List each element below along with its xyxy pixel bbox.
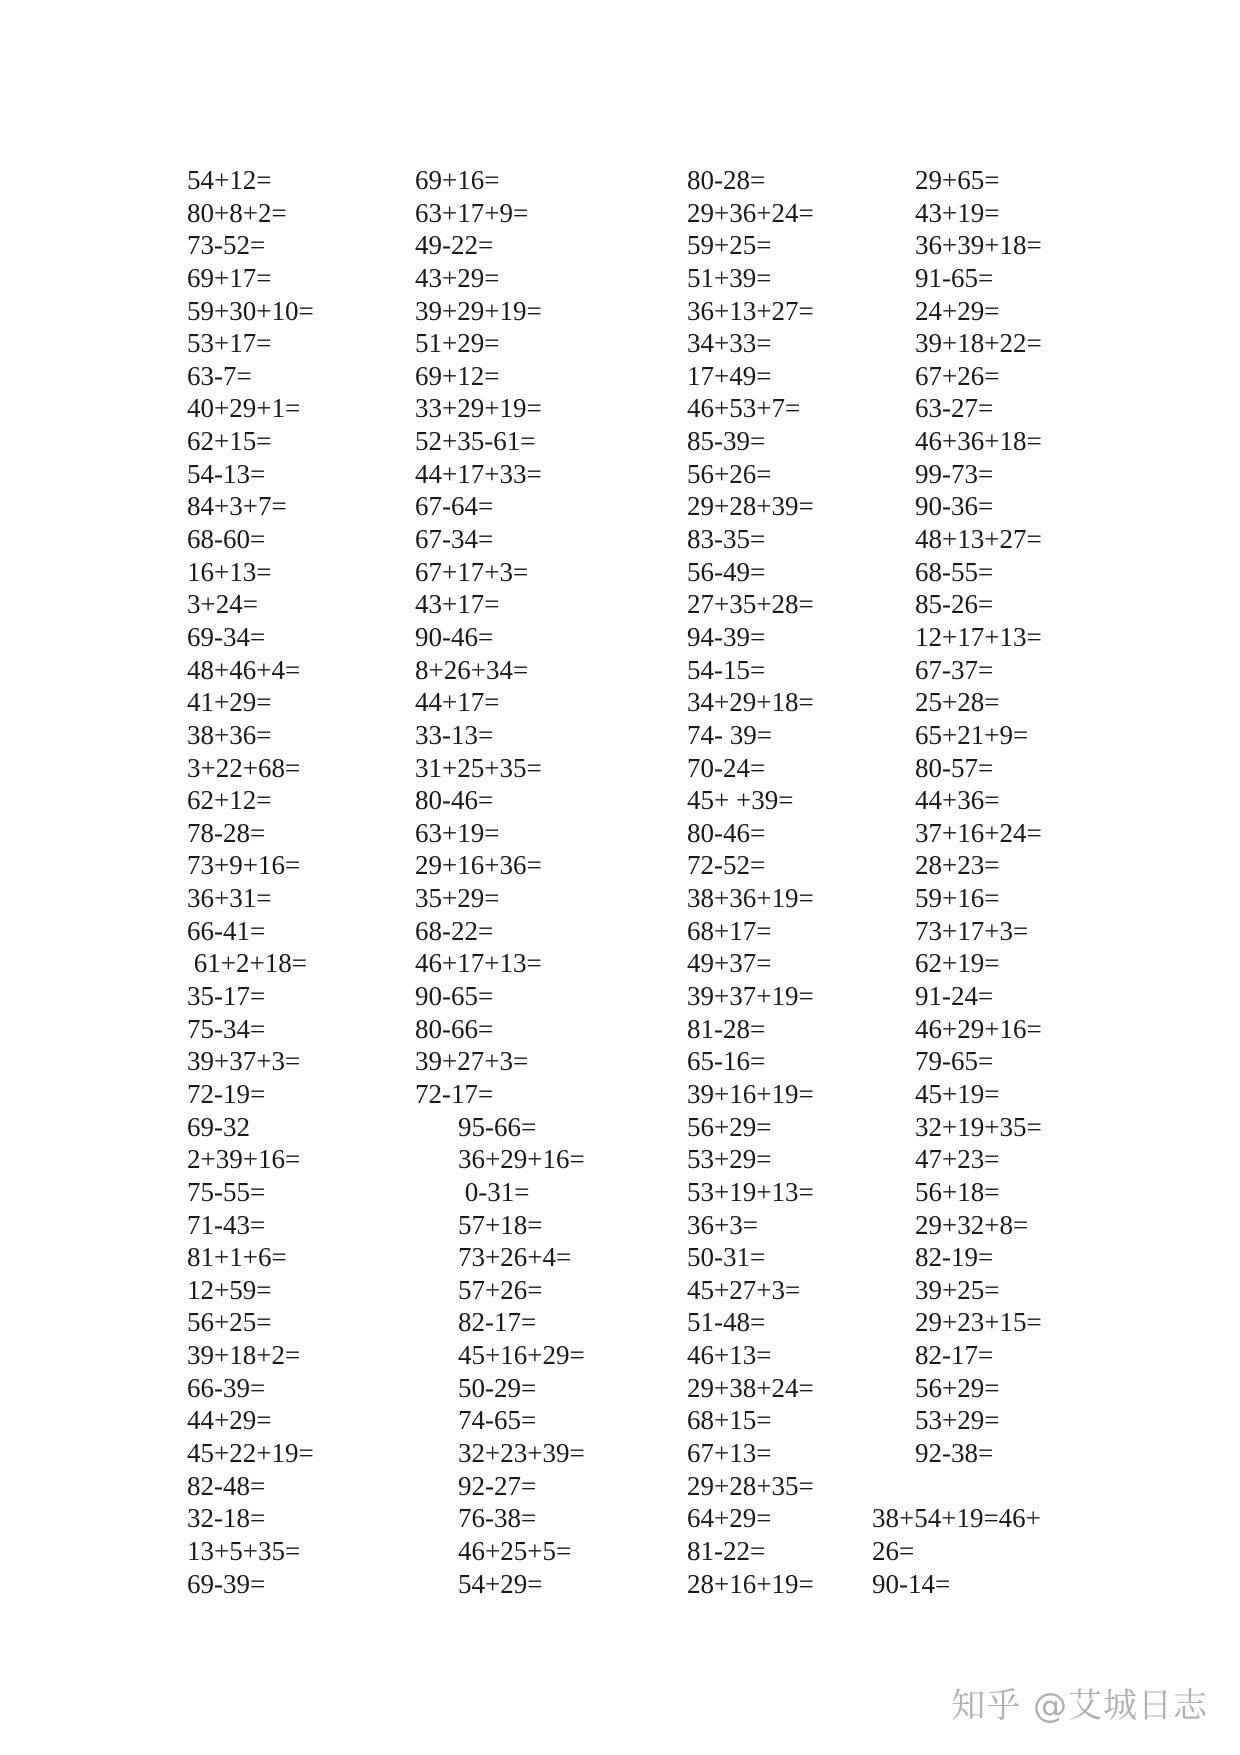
math-problem: 43+29= [415, 262, 500, 293]
math-problem: 71-43= [187, 1209, 266, 1240]
math-problem: 3+22+68= [187, 752, 301, 783]
math-problem: 12+59= [187, 1274, 272, 1305]
math-problem: 56+29= [687, 1111, 772, 1142]
math-problem: 73+9+16= [187, 850, 301, 881]
math-problem: 56-49= [687, 556, 766, 587]
math-problem: 49+37= [687, 948, 772, 979]
math-problem: 39+18+22= [915, 328, 1042, 359]
math-problem: 38+54+19=46+ [872, 1503, 1041, 1534]
math-problem: 63+19= [415, 817, 500, 848]
math-problem: 81+1+6= [187, 1242, 287, 1273]
math-problem: 54+12= [187, 165, 272, 195]
math-problem: 29+23+15= [915, 1307, 1042, 1338]
math-problem: 80-46= [415, 785, 494, 816]
math-problem: 68-60= [187, 524, 266, 555]
math-problem: 66-39= [187, 1372, 266, 1403]
math-problem: 56+26= [687, 458, 772, 489]
math-problem: 28+16+19= [687, 1568, 814, 1599]
math-problem: 51+39= [687, 262, 772, 293]
math-problem: 72-52= [687, 850, 766, 881]
math-problem: 26= [872, 1535, 915, 1566]
math-problem: 29+38+24= [687, 1372, 814, 1403]
math-problem: 92-27= [458, 1470, 537, 1501]
math-problem: 82-17= [915, 1340, 994, 1371]
math-problem: 51+29= [415, 328, 500, 359]
math-problem: 24+29= [915, 295, 1000, 326]
math-problem: 72-19= [187, 1078, 266, 1109]
math-problem: 8+26+34= [415, 654, 529, 685]
math-problem: 17+49= [687, 360, 772, 391]
math-problem: 90-14= [872, 1568, 951, 1599]
math-problem: 44+29= [187, 1405, 272, 1436]
math-problem: 56+18= [915, 1176, 1000, 1207]
math-problem: 68-22= [415, 915, 494, 946]
math-problem: 67+13= [687, 1437, 772, 1468]
math-problem: 29+28+39= [687, 491, 814, 522]
math-problem: 83-35= [687, 524, 766, 555]
problem-column-1 [187, 164, 314, 1600]
math-problem: 53+29= [687, 1144, 772, 1175]
math-problem: 85-39= [687, 426, 766, 457]
math-problem: 67-64= [415, 491, 494, 522]
math-problem: 44+36= [915, 785, 1000, 816]
math-problem: 41+29= [187, 687, 272, 718]
math-problem: 32-18= [187, 1503, 266, 1534]
math-problem: 67-37= [915, 654, 994, 685]
math-problem: 37+16+24= [915, 817, 1042, 848]
math-problem: 36+29+16= [458, 1144, 585, 1175]
math-problem: 50-29= [458, 1372, 537, 1403]
math-problem: 69+12= [415, 360, 500, 391]
math-problem: 62+15= [187, 426, 272, 457]
math-problem: 29+16+36= [415, 850, 542, 881]
math-problem: 54+29= [458, 1568, 543, 1599]
math-problem: 95-66= [458, 1111, 537, 1142]
math-problem: 65+21+9= [915, 719, 1029, 750]
math-problem: 49-22= [415, 230, 494, 261]
math-problem: 73+26+4= [458, 1242, 572, 1273]
math-problem: 39+37+19= [687, 981, 814, 1012]
math-problem: 53+29= [915, 1405, 1000, 1436]
math-problem: 39+29+19= [415, 295, 542, 326]
math-problem: 16+13= [187, 556, 272, 587]
math-problem: 54-13= [187, 458, 266, 489]
math-problem: 84+3+7= [187, 491, 287, 522]
math-problem: 45+22+19= [187, 1437, 314, 1468]
math-problem: 68+15= [687, 1405, 772, 1436]
math-problem: 75-34= [187, 1013, 266, 1044]
math-problem: 36+13+27= [687, 295, 814, 326]
math-problem: 82-19= [915, 1242, 994, 1273]
math-problem: 31+25+35= [415, 752, 542, 783]
math-problem: 44+17= [415, 687, 500, 718]
math-problem: 39+18+2= [187, 1340, 301, 1371]
math-problem: 28+23= [915, 850, 1000, 881]
math-problem: 25+28= [915, 687, 1000, 718]
math-problem: 75-55= [187, 1176, 266, 1207]
math-problem: 67-34= [415, 524, 494, 555]
math-problem: 85-26= [915, 589, 994, 620]
math-problem: 92-38= [915, 1437, 994, 1468]
math-problem: 54-15= [687, 654, 766, 685]
math-problem: 67+17+3= [415, 556, 529, 587]
math-problem: 45+19= [915, 1078, 1000, 1109]
math-problem: 45+16+29= [458, 1340, 585, 1371]
math-problem: 73-52= [187, 230, 266, 261]
math-problem: 63+17+9= [415, 197, 529, 228]
math-problem: 34+33= [687, 328, 772, 359]
math-problem: 36+3= [687, 1209, 758, 1240]
math-problem: 38+36+19= [687, 883, 814, 914]
math-problem: 59+25= [687, 230, 772, 261]
math-problem: 43+17= [415, 589, 500, 620]
problem-column-3 [687, 164, 814, 1600]
math-problem: 36+39+18= [915, 230, 1042, 261]
math-problem: 36+31= [187, 883, 272, 914]
math-problem: 80-28= [687, 165, 766, 195]
math-problem: 74-65= [458, 1405, 537, 1436]
math-problem: 70-24= [687, 752, 766, 783]
math-problem: 46+17+13= [415, 948, 542, 979]
math-problem: 29+28+35= [687, 1470, 814, 1501]
math-problem: 73+17+3= [915, 915, 1029, 946]
math-problem: 39+27+3= [415, 1046, 529, 1077]
math-problem: 81-28= [687, 1013, 766, 1044]
math-problem: 53+19+13= [687, 1176, 814, 1207]
math-problem: 46+29+16= [915, 1013, 1042, 1044]
math-problem: 90-36= [915, 491, 994, 522]
math-problem: 48+13+27= [915, 524, 1042, 555]
math-problem: 27+35+28= [687, 589, 814, 620]
math-problem: 46+13= [687, 1340, 772, 1371]
math-problem: 69-39= [187, 1568, 266, 1599]
math-problem: 69+17= [187, 262, 272, 293]
math-problem: 59+16= [915, 883, 1000, 914]
math-problem: 45+27+3= [687, 1274, 801, 1305]
math-problem: 56+29= [915, 1372, 1000, 1403]
zhihu-watermark: 知乎 @艾城日志 [951, 1686, 1208, 1726]
math-problem: 67+26= [915, 360, 1000, 391]
math-problem: 34+29+18= [687, 687, 814, 718]
math-problem: 94-39= [687, 621, 766, 652]
math-problem: 29+32+8= [915, 1209, 1029, 1240]
math-problem: 81-22= [687, 1535, 766, 1566]
math-problem: 57+18= [458, 1209, 543, 1240]
math-problem: 80-57= [915, 752, 994, 783]
math-problem: 46+53+7= [687, 393, 801, 424]
math-problem: 40+29+1= [187, 393, 301, 424]
math-problem: 69-34= [187, 621, 266, 652]
math-problem: 62+12= [187, 785, 272, 816]
math-problem: 33-13= [415, 719, 494, 750]
math-problem: 46+25+5= [458, 1535, 572, 1566]
math-problem: 80+8+2= [187, 197, 287, 228]
math-problem: 80-66= [415, 1013, 494, 1044]
math-problem: 48+46+4= [187, 654, 301, 685]
math-problem: 82-48= [187, 1470, 266, 1501]
math-problem: 35+29= [415, 883, 500, 914]
math-problem: 57+26= [458, 1274, 543, 1305]
math-problem: 68-55= [915, 556, 994, 587]
math-problem: 52+35-61= [415, 426, 536, 457]
math-problem: 32+19+35= [915, 1111, 1042, 1142]
math-problem [915, 1470, 1042, 1503]
math-problem: 69+16= [415, 165, 500, 195]
math-problem: 47+23= [915, 1144, 1000, 1175]
math-problem: 63-7= [187, 360, 252, 391]
math-problem: 39+16+19= [687, 1078, 814, 1109]
math-problem: 72-17= [415, 1078, 494, 1109]
math-problem: 65-16= [687, 1046, 766, 1077]
math-problem: 62+19= [915, 948, 1000, 979]
math-problem: 91-65= [915, 262, 994, 293]
math-problem: 82-17= [458, 1307, 537, 1338]
math-problem: 44+17+33= [415, 458, 542, 489]
math-problem: 35-17= [187, 981, 266, 1012]
math-problem: 29+65= [915, 165, 1000, 195]
math-problem: 39+25= [915, 1274, 1000, 1305]
math-problem: 43+19= [915, 197, 1000, 228]
math-problem: 74- 39= [687, 719, 772, 750]
math-problem: 0-31= [458, 1176, 530, 1207]
math-problem: 91-24= [915, 981, 994, 1012]
math-problem: 78-28= [187, 817, 266, 848]
math-problem: 12+17+13= [915, 621, 1042, 652]
math-problem: 90-46= [415, 621, 494, 652]
math-problem: 13+5+35= [187, 1535, 301, 1566]
math-problem: 63-27= [915, 393, 994, 424]
math-problem: 79-65= [915, 1046, 994, 1077]
math-problem: 29+36+24= [687, 197, 814, 228]
math-problem: 69-32 [187, 1111, 250, 1142]
math-problem: 2+39+16= [187, 1144, 301, 1175]
problem-column-4 [872, 164, 1042, 1600]
math-problem: 68+17= [687, 915, 772, 946]
problem-column-2 [415, 164, 585, 1600]
math-problem: 3+24= [187, 589, 258, 620]
math-problem: 33+29+19= [415, 393, 542, 424]
math-problem: 46+36+18= [915, 426, 1042, 457]
math-problem: 32+23+39= [458, 1437, 585, 1468]
math-problem: 80-46= [687, 817, 766, 848]
math-problem: 53+17= [187, 328, 272, 359]
math-problem: 50-31= [687, 1242, 766, 1273]
math-problem: 90-65= [415, 981, 494, 1012]
math-problem: 38+36= [187, 719, 272, 750]
math-problem: 45+ +39= [687, 785, 794, 816]
math-problem: 51-48= [687, 1307, 766, 1338]
math-problem: 66-41= [187, 915, 266, 946]
math-problem: 56+25= [187, 1307, 272, 1338]
math-problem: 76-38= [458, 1503, 537, 1534]
math-problem: 64+29= [687, 1503, 772, 1534]
math-problem: 59+30+10= [187, 295, 314, 326]
math-problem: 99-73= [915, 458, 994, 489]
math-problem: 39+37+3= [187, 1046, 301, 1077]
math-problem: 61+2+18= [187, 948, 307, 979]
